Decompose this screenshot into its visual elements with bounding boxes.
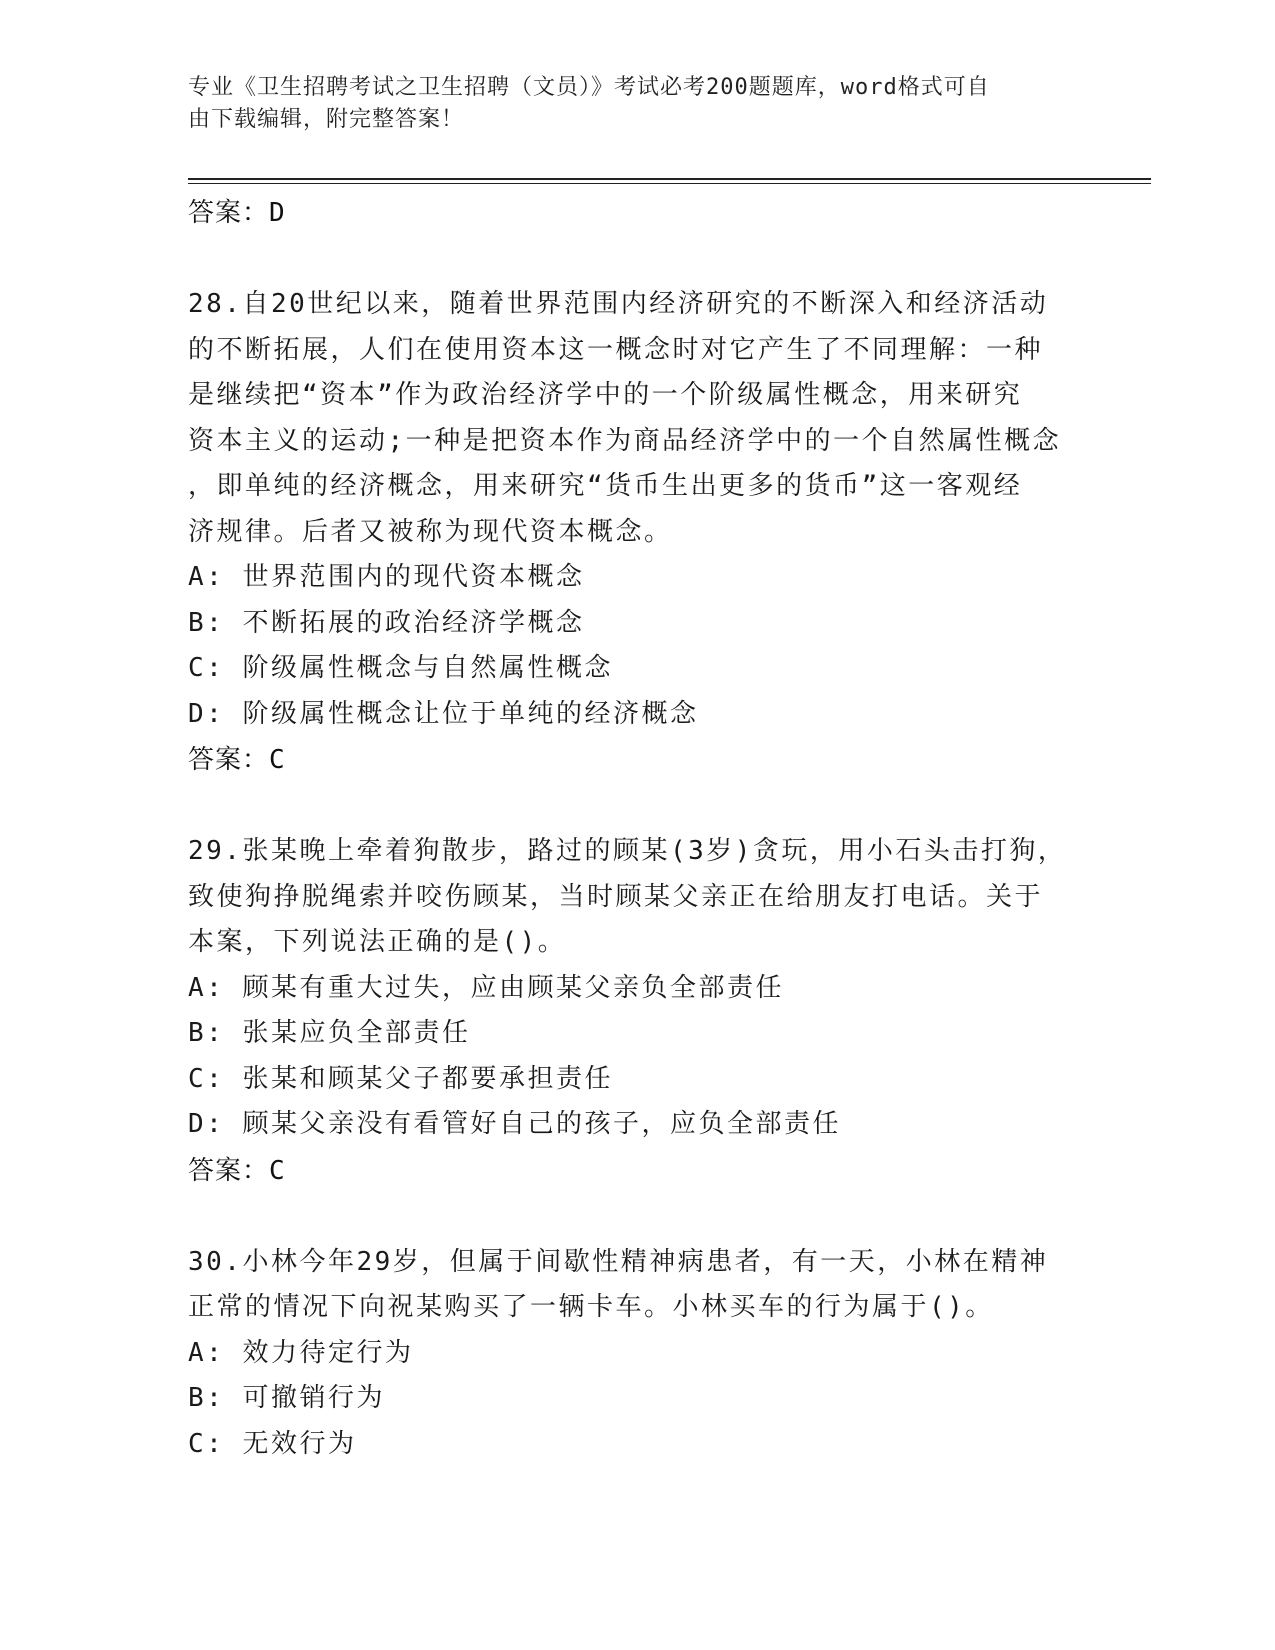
- header-rule-thick: [188, 178, 1151, 180]
- option-c: C: 无效行为: [188, 1428, 357, 1459]
- question-line: 本案，下列说法正确的是()。: [188, 927, 567, 957]
- question-line: 资本主义的运动;一种是把资本作为商品经济学中的一个自然属性概念: [188, 425, 1062, 456]
- option-b: B: 可撤销行为: [188, 1383, 385, 1413]
- question-line: 29.张某晚上牵着狗散步，路过的顾某(3岁)贪玩，用小石头击打狗，: [188, 836, 1067, 866]
- header-rule-thin: [188, 183, 1151, 184]
- question-line: 致使狗挣脱绳索并咬伤顾某，当时顾某父亲正在给朋友打电话。关于: [188, 881, 1044, 912]
- page-header: [188, 72, 1068, 136]
- question-line: 正常的情况下向祝某购买了一辆卡车。小林买车的行为属于()。: [188, 1292, 994, 1322]
- option-a: A: 世界范围内的现代资本概念: [188, 562, 585, 592]
- previous-answer: 答案：D: [188, 198, 286, 228]
- question-line: 是继续把“资本”作为政治经济学中的一个阶级属性概念，用来研究: [188, 380, 1023, 410]
- question-text: [188, 282, 1068, 555]
- answer: 答案：C: [188, 1155, 286, 1186]
- question-30: [188, 1240, 1088, 1468]
- question-29: [188, 829, 1088, 1194]
- option-c: C: 张某和顾某父子都要承担责任: [188, 1063, 613, 1094]
- question-line: 30.小林今年29岁，但属于间歇性精神病患者，有一天，小林在精神: [188, 1246, 1049, 1277]
- question-line: 济规律。后者又被称为现代资本概念。: [188, 516, 673, 547]
- option-a: A: 顾某有重大过失，应由顾某父亲负全部责任: [188, 972, 784, 1003]
- option-c: C: 阶级属性概念与自然属性概念: [188, 653, 613, 683]
- document-body: [188, 190, 1088, 1467]
- option-b: B: 张某应负全部责任: [188, 1018, 471, 1048]
- spacer: [188, 1194, 1088, 1240]
- option-a: A: 效力待定行为: [188, 1337, 414, 1368]
- spacer: [188, 783, 1088, 829]
- header-line-1: 专业《卫生招聘考试之卫生招聘（文员）》考试必考200题题库，word格式可自: [188, 75, 990, 100]
- question-text: [188, 829, 1068, 966]
- answer: 答案：C: [188, 745, 286, 775]
- question-text: [188, 1240, 1068, 1331]
- question-line: ，即单纯的经济概念，用来研究“货币生出更多的货币”这一客观经: [188, 471, 1023, 501]
- question-line: 的不断拓展，人们在使用资本这一概念时对它产生了不同理解：一种: [188, 334, 1044, 365]
- header-line-2: 由下载编辑，附完整答案！: [188, 107, 465, 132]
- option-d: D: 阶级属性概念让位于单纯的经济概念: [188, 698, 699, 729]
- option-d: D: 顾某父亲没有看管好自己的孩子，应负全部责任: [188, 1109, 841, 1139]
- question-28: [188, 282, 1088, 783]
- question-line: 28.自20世纪以来，随着世界范围内经济研究的不断深入和经济活动: [188, 289, 1049, 319]
- option-b: B: 不断拓展的政治经济学概念: [188, 607, 585, 638]
- spacer: [188, 236, 1088, 282]
